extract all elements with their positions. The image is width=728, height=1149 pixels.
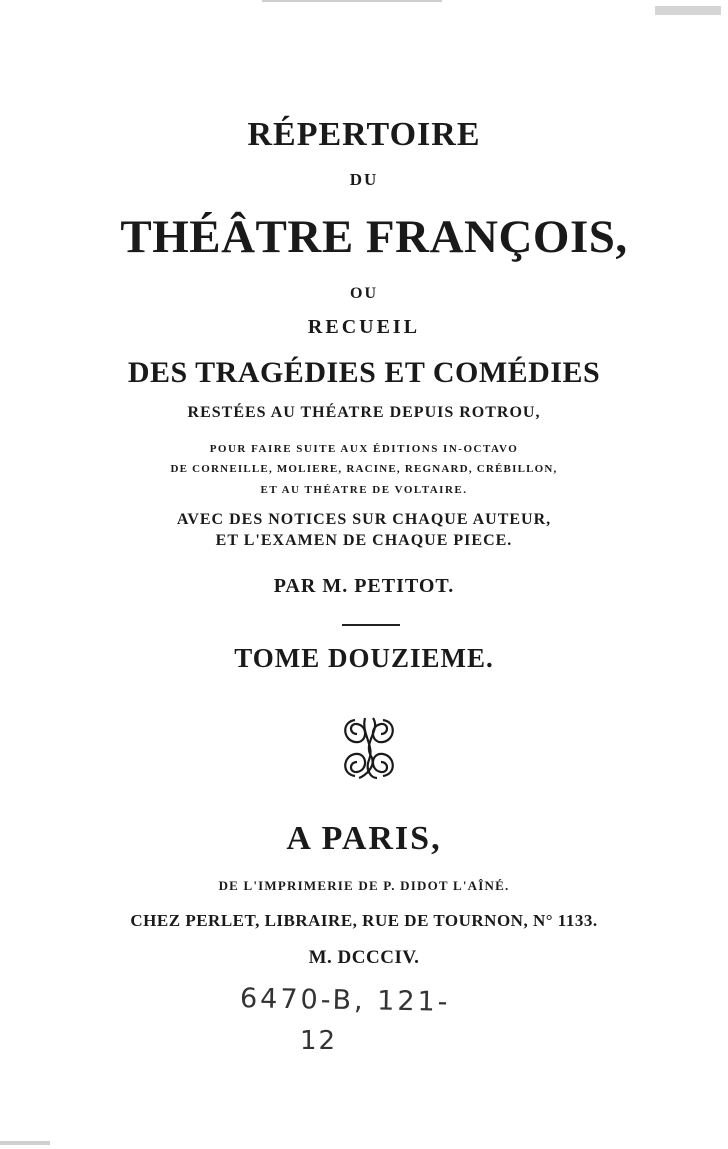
scan-corner-mark bbox=[0, 1141, 50, 1145]
place-paris: A PARIS, bbox=[286, 820, 442, 857]
note-examen: ET L'EXAMEN DE CHAQUE PIECE. bbox=[215, 532, 513, 549]
title-du: DU bbox=[349, 170, 379, 189]
publisher-line: CHEZ PERLET, LIBRAIRE, RUE DE TOURNON, N° 1133. bbox=[130, 911, 598, 930]
subtitle-restees: RESTÉES AU THÉATRE DEPUIS ROTROU, bbox=[187, 404, 541, 421]
publication-date: M. DCCCIV. bbox=[308, 947, 420, 968]
title-ou: OU bbox=[350, 285, 378, 302]
subtitle-tragedies-comedies: DES TRAGÉDIES ET COMÉDIES bbox=[127, 356, 601, 389]
subtitle-recueil: RECUEIL bbox=[307, 316, 421, 338]
divider-rule bbox=[342, 624, 400, 626]
handwritten-shelfmark: 6470-B, 121- bbox=[239, 983, 451, 1018]
note-voltaire: ET AU THÉATRE DE VOLTAIRE. bbox=[260, 484, 468, 496]
author-line: PAR M. PETITOT. bbox=[273, 575, 455, 597]
note-authors: DE CORNEILLE, MOLIERE, RACINE, REGNARD, CRÉBILLON, bbox=[170, 463, 558, 475]
monogram-ornament bbox=[335, 712, 405, 784]
scan-edge-mark bbox=[262, 0, 442, 2]
note-notices: AVEC DES NOTICES SUR CHAQUE AUTEUR, bbox=[176, 511, 552, 528]
volume-title: TOME DOUZIEME. bbox=[234, 643, 494, 673]
printer-line: DE L'IMPRIMERIE DE P. DIDOT L'AÎNÉ. bbox=[218, 878, 510, 893]
scan-smudge bbox=[655, 6, 721, 15]
note-pour-faire-suite: POUR FAIRE SUITE AUX ÉDITIONS IN-OCTAVO bbox=[209, 443, 519, 455]
title-repertoire: RÉPERTOIRE bbox=[247, 116, 481, 153]
handwritten-volume-number: 12 bbox=[300, 1026, 338, 1056]
title-theatre-francois: THÉÂTRE FRANÇOIS, bbox=[120, 211, 628, 263]
